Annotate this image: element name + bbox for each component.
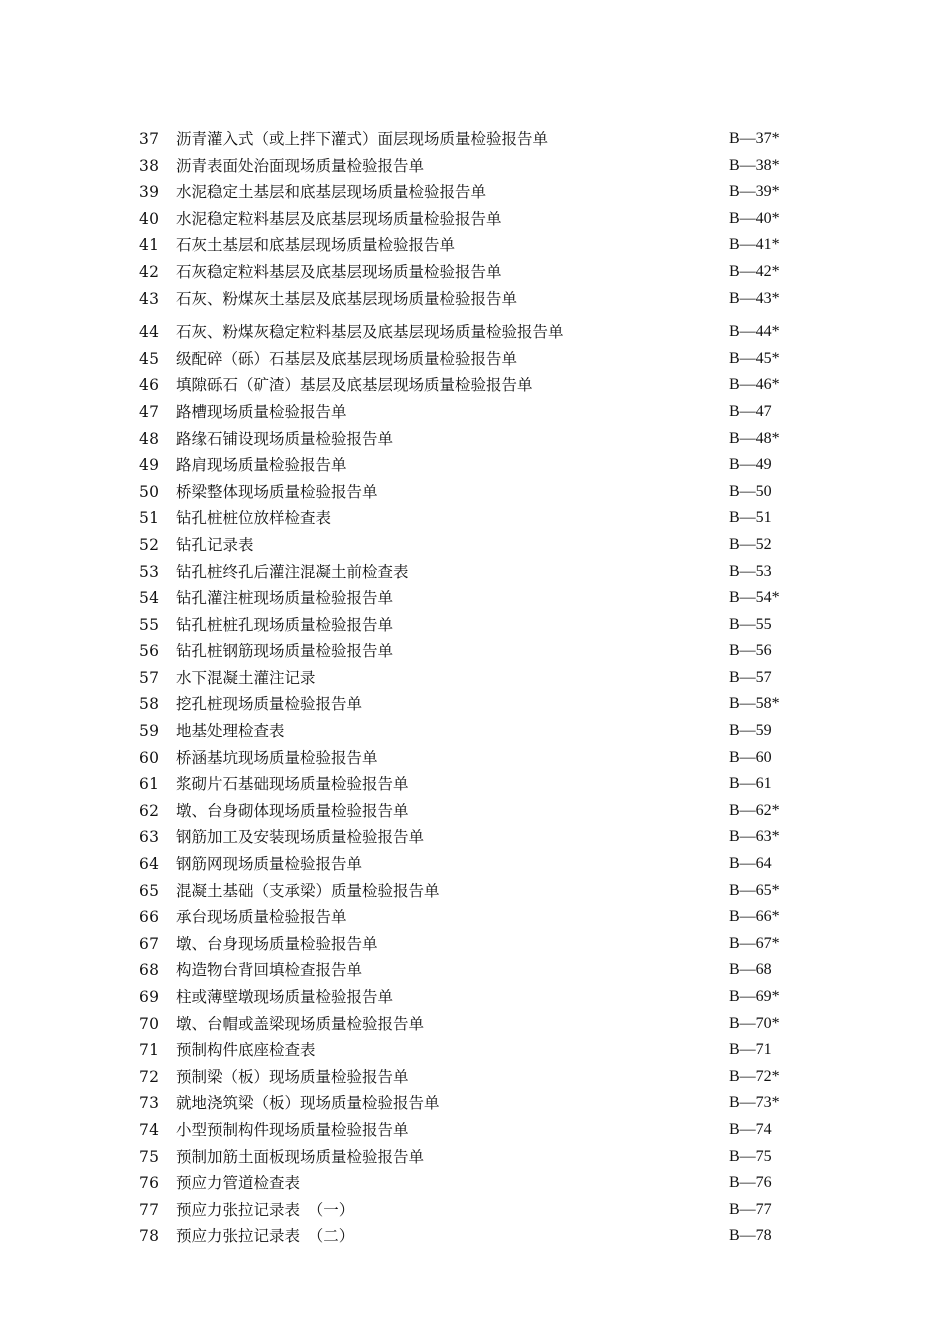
item-code: B—44* (729, 323, 780, 341)
list-item (0, 1170, 950, 1197)
item-number: 45 (139, 349, 160, 368)
list-item (0, 286, 950, 313)
item-code: B—62* (729, 801, 780, 819)
list-item (0, 798, 950, 825)
item-title: 钻孔桩终孔后灌注混凝土前检查表 (176, 562, 409, 581)
item-title: 钻孔记录表 (176, 535, 254, 554)
item-code: B—69* (729, 988, 780, 1005)
list-item (0, 153, 950, 180)
list-item (0, 718, 950, 745)
item-number: 65 (139, 881, 160, 900)
item-number: 53 (139, 562, 160, 581)
item-title: 钢筋网现场质量检验报告单 (176, 855, 363, 874)
item-title: 钢筋加工及安装现场质量检验报告单 (176, 828, 425, 847)
item-title: 预制梁（板）现场质量检验报告单 (176, 1067, 409, 1086)
item-number: 46 (139, 376, 160, 395)
list-item (0, 426, 950, 453)
item-title: 构造物台背回填检查报告单 (176, 961, 363, 980)
item-title: 填隙砾石（矿渣）基层及底基层现场质量检验报告单 (176, 376, 533, 395)
item-number: 70 (139, 1014, 160, 1033)
item-code: B—52 (729, 535, 772, 553)
list-item (0, 691, 950, 718)
item-code: B—77 (729, 1200, 772, 1218)
item-code: B—70* (729, 1014, 780, 1032)
item-title: 桥涵基坑现场质量检验报告单 (176, 748, 378, 767)
item-code: B—48* (729, 429, 780, 447)
item-code: B—67* (729, 934, 780, 952)
item-code: B—46* (729, 376, 780, 394)
item-title: 墩、台身砌体现场质量检验报告单 (176, 801, 409, 820)
item-number: 78 (139, 1227, 160, 1246)
item-title: 地基处理检查表 (176, 722, 285, 741)
item-number: 69 (139, 988, 160, 1006)
item-number: 43 (139, 289, 160, 308)
item-title: 石灰、粉煤灰土基层及底基层现场质量检验报告单 (176, 289, 518, 308)
item-title: 路缘石铺设现场质量检验报告单 (176, 429, 394, 448)
item-code: B—54* (729, 589, 780, 607)
item-code: B—49 (729, 456, 772, 474)
item-number: 63 (139, 828, 160, 847)
item-code: B—57 (729, 668, 772, 686)
list-item (0, 585, 950, 612)
item-code: B—75 (729, 1147, 772, 1165)
item-title: 石灰稳定粒料基层及底基层现场质量检验报告单 (176, 262, 502, 281)
item-number: 58 (139, 695, 160, 714)
list-item (0, 851, 950, 878)
list-item (0, 984, 950, 1011)
list-item (0, 532, 950, 559)
item-title: 石灰、粉煤灰稳定粒料基层及底基层现场质量检验报告单 (176, 323, 564, 342)
item-number: 77 (139, 1200, 160, 1219)
item-number: 74 (139, 1120, 160, 1139)
list-item (0, 505, 950, 532)
list-item (0, 479, 950, 506)
item-title: 水泥稳定土基层和底基层现场质量检验报告单 (176, 183, 487, 202)
list-item (0, 665, 950, 692)
item-number: 42 (139, 262, 160, 281)
list-item (0, 904, 950, 931)
item-number: 52 (139, 535, 160, 554)
list-item (0, 206, 950, 233)
list-item (0, 126, 950, 153)
item-number: 64 (139, 855, 160, 874)
item-title: 石灰土基层和底基层现场质量检验报告单 (176, 236, 456, 255)
item-code: B—73* (729, 1094, 780, 1112)
item-number: 59 (139, 722, 160, 741)
item-number: 66 (139, 908, 160, 927)
item-code: B—78 (729, 1227, 772, 1245)
list-item (0, 745, 950, 772)
item-number: 76 (139, 1174, 160, 1193)
item-number: 39 (139, 183, 160, 202)
list-item (0, 372, 950, 399)
item-code: B—56 (729, 642, 772, 660)
list-item (0, 232, 950, 259)
item-number: 40 (139, 209, 160, 228)
item-code: B—63* (729, 828, 780, 846)
item-code: B—39* (729, 183, 780, 201)
item-title: 挖孔桩现场质量检验报告单 (176, 695, 363, 714)
list-item (0, 824, 950, 851)
item-code: B—55 (729, 615, 772, 633)
item-code: B—60 (729, 748, 772, 766)
item-title: 浆砌片石基础现场质量检验报告单 (176, 775, 409, 794)
list-item (0, 179, 950, 206)
list-item (0, 559, 950, 586)
item-title: 预应力张拉记录表 （一） (176, 1200, 355, 1219)
item-number: 54 (139, 589, 160, 608)
item-code: B—61 (729, 775, 772, 793)
item-number: 38 (139, 156, 160, 175)
list-item (0, 1037, 950, 1064)
item-title: 预应力张拉记录表 （二） (176, 1227, 355, 1246)
item-number: 68 (139, 961, 160, 980)
item-title: 墩、台帽或盖梁现场质量检验报告单 (176, 1014, 425, 1033)
item-number: 57 (139, 668, 160, 687)
item-number: 41 (139, 236, 160, 255)
item-title: 预制构件底座检查表 (176, 1041, 316, 1060)
list-item (0, 638, 950, 665)
item-code: B—47 (729, 402, 772, 420)
item-code: B—53 (729, 562, 772, 580)
item-title: 预应力管道检查表 (176, 1174, 301, 1193)
item-number: 44 (139, 323, 160, 342)
item-title: 柱或薄壁墩现场质量检验报告单 (176, 988, 394, 1006)
item-title: 钻孔桩桩位放样检查表 (176, 509, 332, 528)
item-code: B—43* (729, 289, 780, 307)
item-title: 桥梁整体现场质量检验报告单 (176, 482, 378, 501)
item-code: B—74 (729, 1120, 772, 1138)
item-code: B—50 (729, 482, 772, 500)
list-item (0, 1144, 950, 1171)
item-code: B—41* (729, 236, 780, 254)
list-item (0, 771, 950, 798)
item-code: B—66* (729, 908, 780, 926)
item-code: B—72* (729, 1067, 780, 1085)
item-number: 75 (139, 1147, 160, 1166)
item-code: B—76 (729, 1174, 772, 1192)
item-title: 小型预制构件现场质量检验报告单 (176, 1120, 409, 1139)
list-item (0, 612, 950, 639)
item-title: 水泥稳定粒料基层及底基层现场质量检验报告单 (176, 209, 502, 228)
item-number: 60 (139, 748, 160, 767)
list-item (0, 1223, 950, 1250)
item-code: B—71 (729, 1041, 772, 1059)
list-item (0, 1090, 950, 1117)
list-item (0, 399, 950, 426)
item-title: 混凝土基础（支承梁）质量检验报告单 (176, 881, 440, 900)
list-item (0, 452, 950, 479)
item-code: B—37* (729, 130, 780, 147)
item-title: 级配碎（砾）石基层及底基层现场质量检验报告单 (176, 349, 518, 368)
list-item (0, 878, 950, 905)
item-title: 钻孔灌注桩现场质量检验报告单 (176, 589, 394, 608)
item-code: B—65* (729, 881, 780, 899)
item-number: 62 (139, 801, 160, 820)
list-item (0, 1197, 950, 1224)
list-item (0, 1064, 950, 1091)
list-item (0, 1117, 950, 1144)
item-number: 55 (139, 615, 160, 634)
item-code: B—40* (729, 209, 780, 227)
item-code: B—64 (729, 855, 772, 873)
item-number: 73 (139, 1094, 160, 1113)
item-title: 就地浇筑梁（板）现场质量检验报告单 (176, 1094, 440, 1113)
item-title: 路肩现场质量检验报告单 (176, 456, 347, 475)
item-number: 49 (139, 456, 160, 475)
item-title: 沥青灌入式（或上拌下灌式）面层现场质量检验报告单 (176, 130, 549, 148)
item-number: 50 (139, 482, 160, 501)
item-title: 钻孔桩桩孔现场质量检验报告单 (176, 615, 394, 634)
item-code: B—58* (729, 695, 780, 713)
item-number: 61 (139, 775, 160, 794)
form-index-list (0, 126, 950, 1250)
item-code: B—38* (729, 156, 780, 174)
item-title: 承台现场质量检验报告单 (176, 908, 347, 927)
item-number: 71 (139, 1041, 160, 1060)
item-title: 钻孔桩钢筋现场质量检验报告单 (176, 642, 394, 661)
item-number: 56 (139, 642, 160, 661)
item-code: B—68 (729, 961, 772, 979)
item-title: 预制加筋土面板现场质量检验报告单 (176, 1147, 425, 1166)
list-item (0, 1011, 950, 1038)
list-item (0, 931, 950, 958)
item-title: 沥青表面处治面现场质量检验报告单 (176, 156, 425, 175)
item-title: 墩、台身现场质量检验报告单 (176, 934, 378, 953)
item-code: B—42* (729, 262, 780, 280)
item-title: 水下混凝土灌注记录 (176, 668, 316, 687)
item-number: 67 (139, 934, 160, 953)
list-item (0, 346, 950, 373)
item-title: 路槽现场质量检验报告单 (176, 402, 347, 421)
list-item (0, 319, 950, 346)
item-number: 47 (139, 402, 160, 421)
item-number: 51 (139, 509, 160, 528)
item-code: B—45* (729, 349, 780, 367)
item-number: 72 (139, 1067, 160, 1086)
item-code: B—51 (729, 509, 772, 527)
item-code: B—59 (729, 722, 772, 740)
item-number: 37 (139, 130, 160, 148)
item-number: 48 (139, 429, 160, 448)
list-item (0, 259, 950, 286)
list-item (0, 957, 950, 984)
